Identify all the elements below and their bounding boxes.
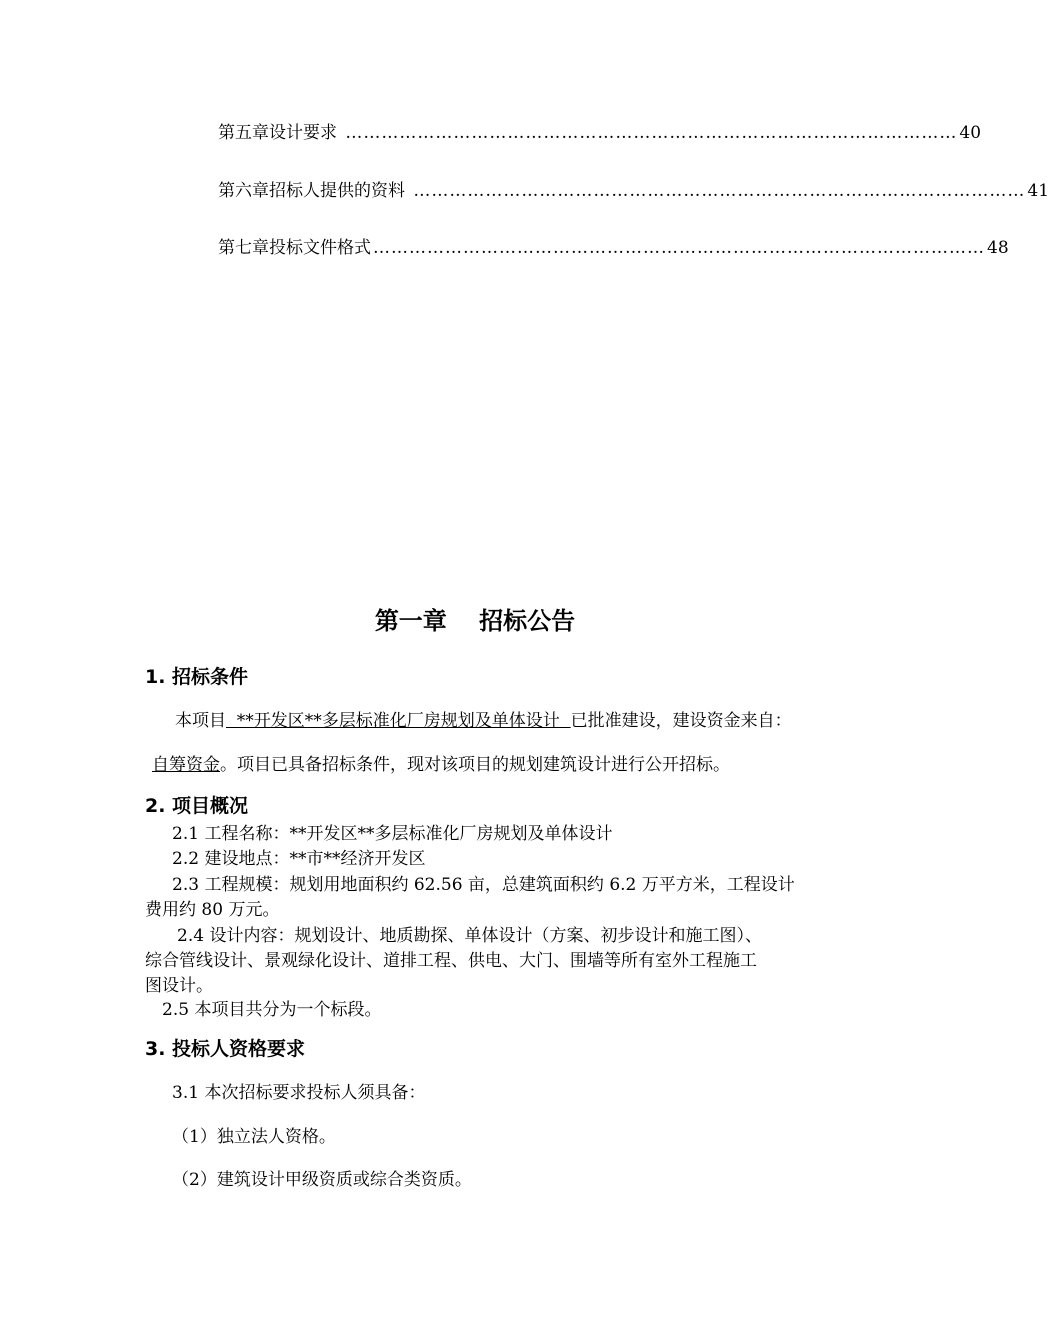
- section-heading-project-overview: 2. 项目概况: [145, 795, 249, 817]
- item-design-content-line1: 2.4 设计内容：规划设计、地质勘探、单体设计（方案、初步设计和施工图）、: [177, 926, 762, 946]
- toc-title: 设计要求: [269, 123, 337, 143]
- toc-chapter: 第六章: [218, 181, 269, 201]
- toc-chapter: 第七章: [218, 238, 269, 258]
- item-scale-line1: 2.3 工程规模：规划用地面积约 62.56 亩，总建筑面积约 6.2 万平方米，工程设计: [172, 875, 795, 895]
- toc-leader: …………………………………………………………………………………………: [407, 181, 1026, 201]
- toc-chapter: 第五章: [218, 123, 269, 143]
- item-design-content-line2: 综合管线设计、景观绿化设计、道排工程、供电、大门、围墙等所有室外工程施工: [145, 951, 757, 971]
- toc-leader: …………………………………………………………………………………………: [373, 238, 985, 258]
- toc-title: 招标人提供的资料: [269, 181, 405, 201]
- requirement-design-qualification: （2）建筑设计甲级资质或综合类资质。: [172, 1170, 472, 1190]
- paragraph-project-approval: [175, 709, 792, 733]
- paragraph-funding: [152, 753, 730, 777]
- toc-entry-chapter-6: [218, 179, 1049, 203]
- toc-entry-chapter-7: [218, 236, 1009, 260]
- chapter-title: 第一章 招标公告: [374, 607, 576, 635]
- project-approval-text: 已批准建设，建设资金来自：: [570, 711, 792, 731]
- toc-entry-chapter-5: [218, 121, 982, 145]
- section-heading-bidder-qualifications: 3. 投标人资格要求: [145, 1038, 306, 1060]
- section-heading-bidding-conditions: 1. 招标条件: [145, 666, 249, 688]
- item-design-content-line3: 图设计。: [145, 976, 213, 996]
- item-sections: 2.5 本项目共分为一个标段。: [162, 1000, 382, 1020]
- item-qualification-intro: 3.1 本次招标要求投标人须具备：: [172, 1083, 426, 1103]
- item-project-name: 2.1 工程名称：**开发区**多层标准化厂房规划及单体设计: [172, 824, 613, 844]
- toc-title: 投标文件格式: [269, 238, 371, 258]
- project-prefix: 本项目: [175, 711, 226, 731]
- toc-page: 40: [959, 123, 982, 143]
- item-location: 2.2 建设地点：**市**经济开发区: [172, 849, 426, 869]
- funding-source: 自筹资金: [152, 755, 220, 775]
- project-name: **开发区**多层标准化厂房规划及单体设计: [226, 711, 571, 731]
- funding-statement: 。项目已具备招标条件，现对该项目的规划建筑设计进行公开招标。: [220, 755, 730, 775]
- toc-page: 48: [987, 238, 1009, 258]
- item-scale-line2: 费用约 80 万元。: [145, 900, 280, 920]
- toc-leader: …………………………………………………………………………………………: [339, 123, 958, 143]
- toc-page: 41: [1027, 181, 1049, 201]
- requirement-legal-entity: （1）独立法人资格。: [172, 1127, 336, 1147]
